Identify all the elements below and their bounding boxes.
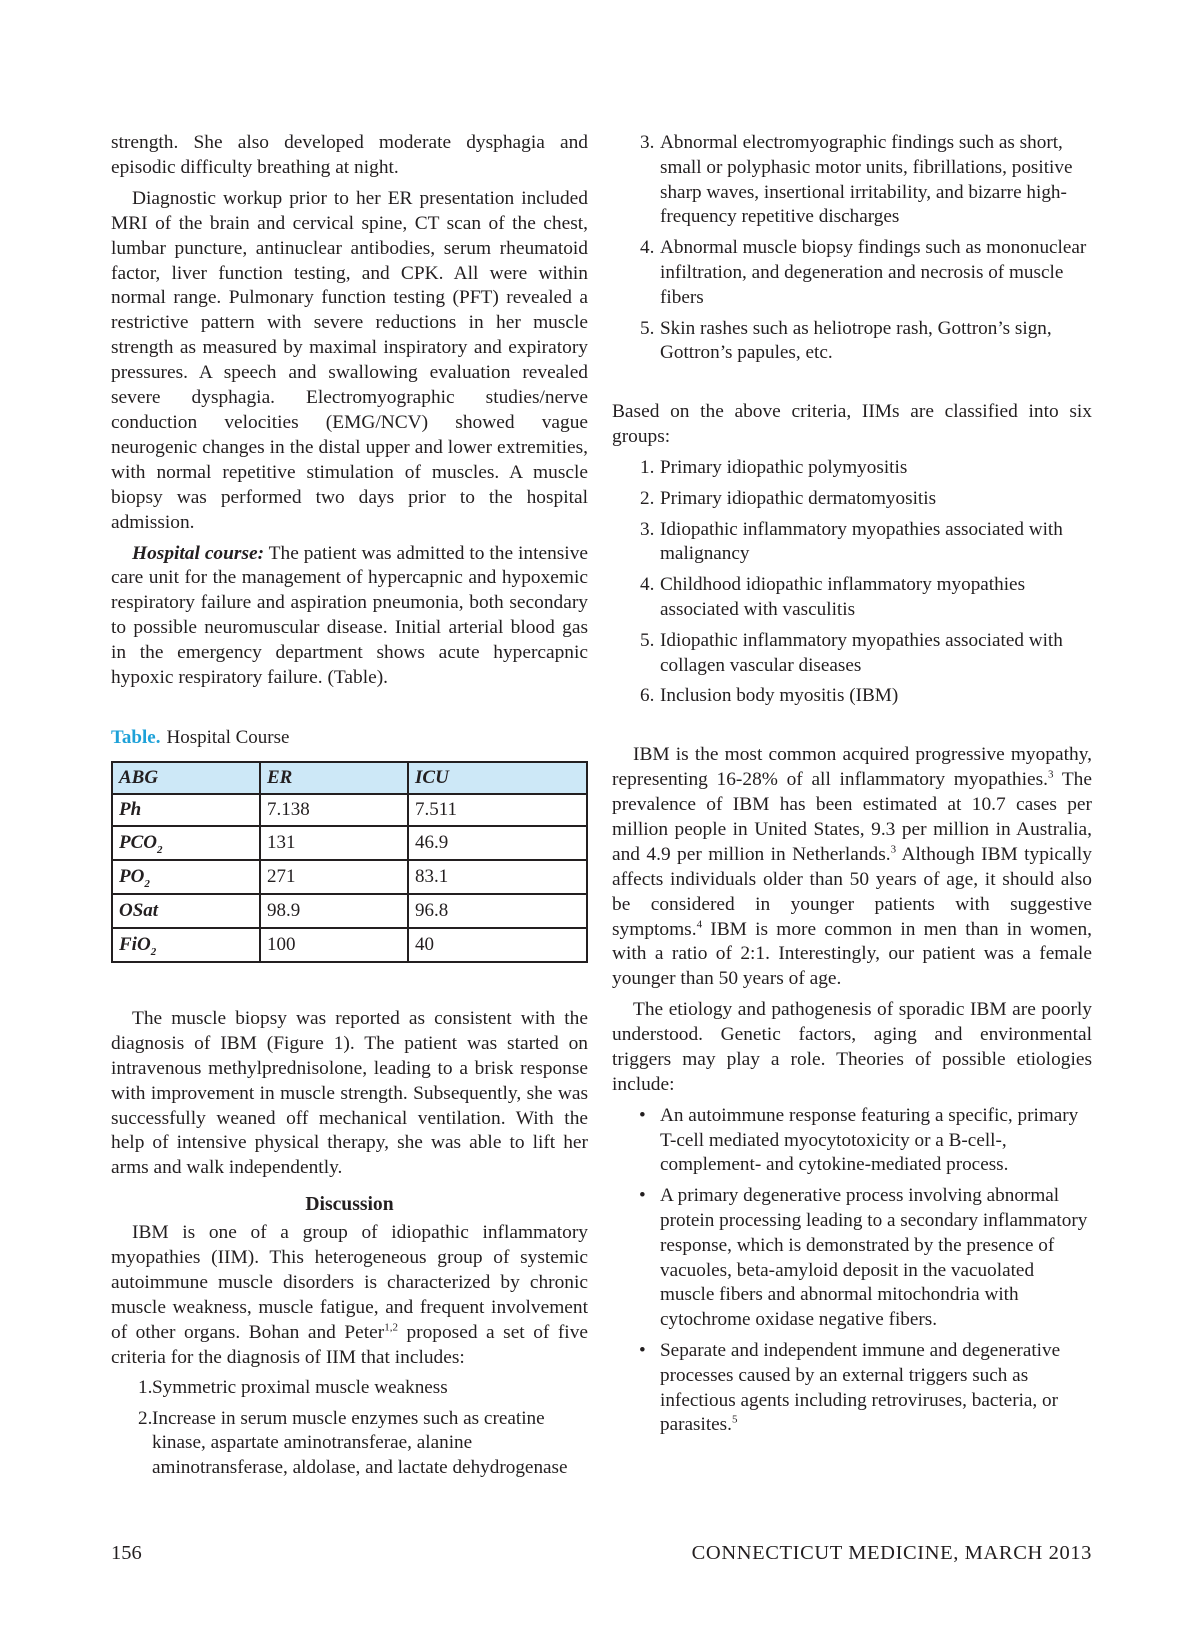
- table-cell: 271: [260, 860, 408, 894]
- paragraph: IBM is one of a group of idiopathic inflammatory myopathies (IIM). This heterogeneous group of systemic autoimmune muscle disorders is characterized by chronic muscle weakness, muscle fatigue, and frequent involvement of other organs. Bohan and Peter$^{1,2}$ proposed a set of five criteria for the diagnosis of IIM that includes:: [111, 1222, 588, 1368]
- table-cell: 7.138: [260, 794, 408, 826]
- table-cell: 98.9: [260, 894, 408, 928]
- list-item: 4. Childhood idiopathic inflammatory myopathies associated with vasculitis: [640, 574, 1026, 620]
- table-cell: 100: [260, 928, 408, 962]
- paragraph: Hospital course: The patient was admitted to the intensive care unit for the management of hypercapnic and hypoxemic respiratory failure and aspiration pneumonia, both secondary to possible neuromuscular disease. Initial arterial blood gas in the emergency department shows acute hypercapnic hypoxic respiratory failure. (Table).: [111, 542, 588, 689]
- bullet-icon: •: [639, 1104, 646, 1126]
- list-item: 1. Primary idiopathic polymyositis: [640, 456, 908, 478]
- criteria-list-continued: [612, 131, 1092, 366]
- bullet-item: • Separate and independent immune and degenerative processes caused by an external triggers such as infectious agents including retroviruses, bacteria, or parasites.$^5$: [639, 1340, 1061, 1436]
- table-header-cell: ER: [260, 762, 408, 794]
- list-item: 4. Abnormal muscle biopsy findings such as mononuclear infiltration, and degeneration and necrosis of muscle fibers: [640, 237, 1087, 308]
- table-row: [112, 794, 587, 826]
- table-cell: 46.9: [408, 826, 587, 860]
- table-cell: 131: [260, 826, 408, 860]
- table-cell: 83.1: [408, 860, 587, 894]
- bullet-item: • An autoimmune response featuring a specific, primary T-cell mediated myocytotoxicity or a B-cell-, complement- and cytokine-mediated process.: [639, 1104, 1079, 1176]
- row-label: $PCO_2$: [112, 826, 260, 860]
- journal-footer: CONNECTICUT MEDICINE, MARCH 2013: [691, 1542, 1092, 1564]
- paragraph: IBM is the most common acquired progressive myopathy, representing 16-28% of all inflammatory myopathies.$^3$ The prevalence of IBM has been estimated at 10.7 cases per million people in United States, 9.3 per million in Australia, and 4.9 per million in Netherlands.$^3$ Although IBM typically affects individuals older than 50 years of age, it should also be considered in younger patients with suggestive symptoms.$^4$ IBM is more common in men than in women, with a ratio of 2:1. Interestingly, our patient was a female younger than 50 years of age.: [612, 744, 1093, 990]
- list-item: 3. Abnormal electromyographic findings such as short, small or polyphasic motor units, fibrillations, positive sharp waves, insertional irritability, and bizarre high-frequency repetitive discharges: [640, 132, 1073, 228]
- paragraph: The etiology and pathogenesis of sporadic IBM are poorly understood. Genetic factors, aging and environmental triggers may play a role. Theories of possible etiologies include:: [612, 999, 1092, 1095]
- groups-list: [612, 456, 1092, 709]
- table-row: [112, 928, 587, 962]
- bullet-icon: •: [639, 1340, 646, 1362]
- list-item: 6. Inclusion body myositis (IBM): [640, 685, 899, 707]
- row-label: FiO$_2$: [112, 928, 260, 962]
- left-column: [111, 131, 588, 1487]
- row-label: Ph: [112, 794, 260, 826]
- paragraph: strength. She also developed moderate dysphagia and episodic difficulty breathing at night.: [111, 132, 588, 178]
- list-item: 3. Idiopathic inflammatory myopathies associated with malignancy: [640, 518, 1063, 565]
- table-row: [112, 826, 587, 860]
- table-header-cell: ABG: [112, 762, 260, 794]
- table-cell: 7.511: [408, 794, 587, 826]
- hospital-course-table: [111, 761, 588, 963]
- table-label: Table.: [111, 726, 161, 748]
- paragraph: Based on the above criteria, IIMs are classified into six groups:: [612, 401, 1092, 448]
- bullet-icon: •: [639, 1185, 646, 1207]
- row-label: $PO_2$: [112, 860, 260, 894]
- run-in-heading: Hospital course:: [132, 542, 265, 564]
- table-row: [112, 894, 587, 928]
- table-cell: 40: [408, 928, 587, 962]
- criteria-list: [111, 1376, 588, 1481]
- table-header-row: [112, 762, 587, 794]
- list-item: 2. Increase in serum muscle enzymes such as creatine kinase, aspartate aminotransferae, alanine aminotransferase, aldolase, and lactate dehydrogenase: [138, 1407, 568, 1479]
- bullet-item: • A primary degenerative process involving abnormal protein processing leading to a secondary inflammatory response, which is demonstrated by the presence of vacuoles, beta-amyloid deposit in the vacuolated muscle fibers and abnormal mitochondria with cytochrome oxidase negative fibers.: [639, 1185, 1088, 1331]
- paragraph: The muscle biopsy was reported as consistent with the diagnosis of IBM (Figure 1). The patient was started on intravenous methylprednisolone, leading to a brisk response with improvement in muscle strength. Subsequently, she was successfully weaned off mechanical ventilation. With the help of intensive physical therapy, she was able to lift her arms and walk independently.: [111, 1007, 588, 1179]
- section-heading: Discussion: [305, 1194, 394, 1216]
- table-row: [112, 860, 587, 894]
- table-caption: [111, 727, 588, 749]
- etiologies-list: [612, 1104, 1092, 1438]
- list-item: 5. Skin rashes such as heliotrope rash, Gottron’s sign, Gottron’s papules, etc.: [640, 317, 1052, 364]
- table-header-cell: ICU: [408, 762, 587, 794]
- paragraph: Diagnostic workup prior to her ER presentation included MRI of the brain and cervical spine, CT scan of the chest, lumbar puncture, antinuclear antibodies, serum rheumatoid factor, liver function testing, and CPK. All were within normal range. Pulmonary function testing (PFT) revealed a restrictive pattern with severe reductions in her muscle strength as measured by maximal inspiratory and expiratory pressures. A speech and swallowing evaluation revealed severe dysphagia. Electromyographic studies/nerve conduction velocities (EMG/NCV) showed vague neurogenic changes in the distal upper and lower extremities, with normal repetitive stimulation of muscles. A muscle biopsy was performed two days prior to the hospital admission.: [111, 187, 588, 533]
- row-label: OSat: [112, 894, 260, 928]
- list-item: 2. Primary idiopathic dermatomyositis: [640, 487, 937, 509]
- table-cell: 96.8: [408, 894, 587, 928]
- list-item: 5. Idiopathic inflammatory myopathies associated with collagen vascular diseases: [640, 629, 1063, 676]
- table-title: Hospital Course: [166, 726, 290, 748]
- list-item: 1. Symmetric proximal muscle weakness: [138, 1376, 448, 1398]
- page-number: 156: [111, 1542, 142, 1564]
- right-column: [612, 131, 1092, 1444]
